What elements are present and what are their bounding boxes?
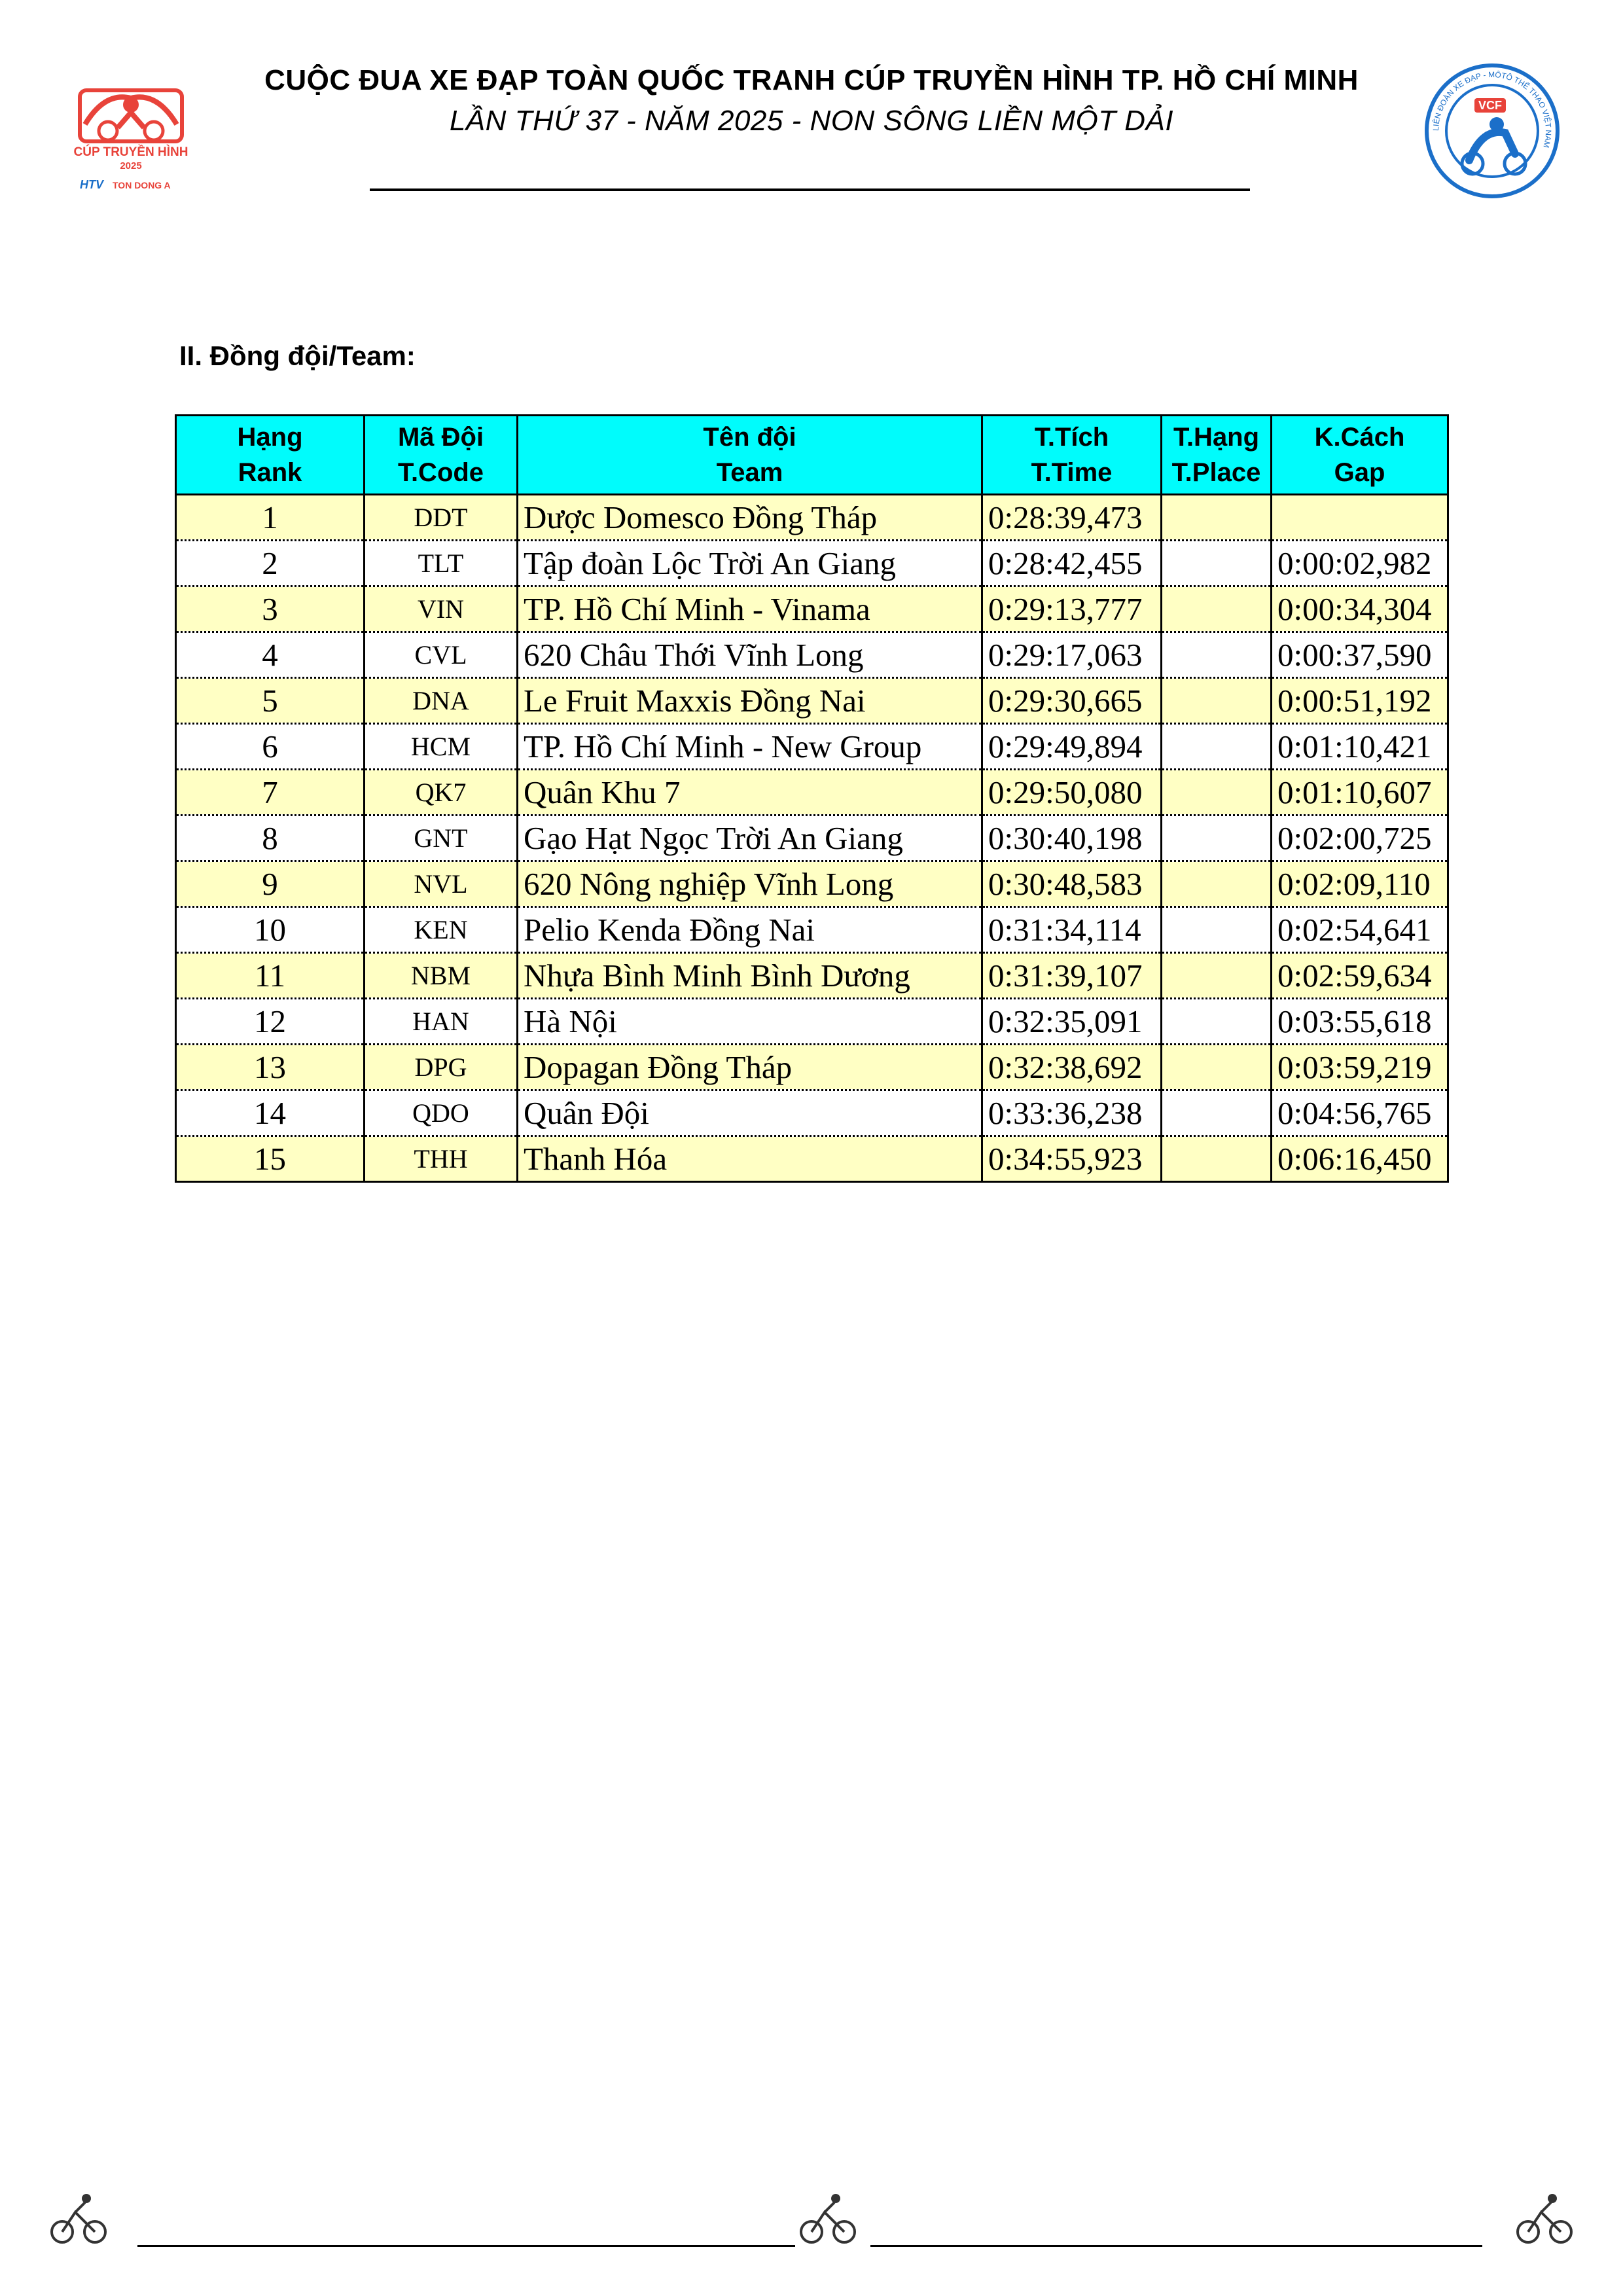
team-name-cell: Quân Khu 7 (518, 770, 982, 816)
team-name-cell: 620 Châu Thới Vĩnh Long (518, 632, 982, 678)
gap-cell: 0:04:56,765 (1272, 1090, 1448, 1136)
rank-cell: 7 (176, 770, 365, 816)
total-time-cell: 0:34:55,923 (982, 1136, 1162, 1182)
team-code-cell: DDT (365, 495, 518, 541)
place-cell (1162, 495, 1272, 541)
table-row (176, 724, 1448, 770)
gap-cell: 0:01:10,421 (1272, 724, 1448, 770)
table-row (176, 632, 1448, 678)
total-time-cell: 0:33:36,238 (982, 1090, 1162, 1136)
team-name-cell: TP. Hồ Chí Minh - New Group (518, 724, 982, 770)
team-code-cell: HAN (365, 999, 518, 1045)
gap-cell: 0:02:59,634 (1272, 953, 1448, 999)
table-row (176, 678, 1448, 724)
cyclist-footer-icon (1512, 2189, 1577, 2248)
place-cell (1162, 770, 1272, 816)
rank-cell: 2 (176, 541, 365, 586)
team-results-table (175, 414, 1449, 1183)
team-code-cell: QK7 (365, 770, 518, 816)
total-time-cell: 0:30:48,583 (982, 861, 1162, 907)
table-row (176, 999, 1448, 1045)
team-name-cell: Nhựa Bình Minh Bình Dương (518, 953, 982, 999)
team-code-cell: NVL (365, 861, 518, 907)
table-row (176, 861, 1448, 907)
svg-text:TON DONG A: TON DONG A (113, 180, 171, 190)
gap-cell: 0:03:55,618 (1272, 999, 1448, 1045)
col-header-rank: Hạng Rank (176, 416, 365, 495)
table-row (176, 770, 1448, 816)
team-code-cell: CVL (365, 632, 518, 678)
svg-text:2025: 2025 (120, 160, 142, 171)
col-header-team: Tên đội Team (518, 416, 982, 495)
gap-cell: 0:03:59,219 (1272, 1045, 1448, 1090)
svg-text:CÚP TRUYỀN HÌNH: CÚP TRUYỀN HÌNH (73, 145, 188, 159)
footer-rule-left (137, 2245, 795, 2247)
section-title: II. Đồng đội/Team: (179, 340, 416, 371)
gap-cell: 0:00:51,192 (1272, 678, 1448, 724)
total-time-cell: 0:32:35,091 (982, 999, 1162, 1045)
gap-cell: 0:00:34,304 (1272, 586, 1448, 632)
table-row (176, 495, 1448, 541)
place-cell (1162, 1136, 1272, 1182)
col-header-gap: K.Cách Gap (1272, 416, 1448, 495)
table-header-row (176, 416, 1448, 495)
total-time-cell: 0:29:13,777 (982, 586, 1162, 632)
team-name-cell: Pelio Kenda Đồng Nai (518, 907, 982, 953)
total-time-cell: 0:29:17,063 (982, 632, 1162, 678)
race-subtitle: LẦN THỨ 37 - NĂM 2025 - NON SÔNG LIỀN MỘT DẢI (449, 105, 1174, 137)
rank-cell: 13 (176, 1045, 365, 1090)
col-header-code: Mã Đội T.Code (365, 416, 518, 495)
col-header-place: T.Hạng T.Place (1162, 416, 1272, 495)
team-code-cell: DNA (365, 678, 518, 724)
place-cell (1162, 1090, 1272, 1136)
table-row (176, 1090, 1448, 1136)
place-cell (1162, 861, 1272, 907)
place-cell (1162, 953, 1272, 999)
rank-cell: 4 (176, 632, 365, 678)
svg-text:HTV: HTV (80, 178, 103, 191)
team-code-cell: DPG (365, 1045, 518, 1090)
total-time-cell: 0:28:42,455 (982, 541, 1162, 586)
place-cell (1162, 816, 1272, 861)
table-row (176, 1045, 1448, 1090)
header-rule (370, 188, 1250, 191)
gap-cell: 0:02:54,641 (1272, 907, 1448, 953)
svg-text:LIÊN ĐOÀN XE ĐẠP - MÔTÔ THỂ TH: LIÊN ĐOÀN XE ĐẠP - MÔTÔ THỂ THAO VIỆT NAM (1431, 69, 1554, 149)
place-cell (1162, 632, 1272, 678)
rank-cell: 12 (176, 999, 365, 1045)
gap-cell: 0:00:02,982 (1272, 541, 1448, 586)
gap-cell: 0:01:10,607 (1272, 770, 1448, 816)
table-row (176, 586, 1448, 632)
cyclist-footer-icon (795, 2189, 861, 2248)
total-time-cell: 0:29:30,665 (982, 678, 1162, 724)
rank-cell: 3 (176, 586, 365, 632)
gap-cell (1272, 495, 1448, 541)
table-row (176, 816, 1448, 861)
team-code-cell: NBM (365, 953, 518, 999)
team-code-cell: KEN (365, 907, 518, 953)
gap-cell: 0:06:16,450 (1272, 1136, 1448, 1182)
total-time-cell: 0:31:34,114 (982, 907, 1162, 953)
total-time-cell: 0:29:50,080 (982, 770, 1162, 816)
place-cell (1162, 999, 1272, 1045)
team-code-cell: VIN (365, 586, 518, 632)
total-time-cell: 0:30:40,198 (982, 816, 1162, 861)
total-time-cell: 0:28:39,473 (982, 495, 1162, 541)
team-name-cell: Gạo Hạt Ngọc Trời An Giang (518, 816, 982, 861)
team-name-cell: Tập đoàn Lộc Trời An Giang (518, 541, 982, 586)
rank-cell: 5 (176, 678, 365, 724)
place-cell (1162, 907, 1272, 953)
race-title: CUỘC ĐUA XE ĐẠP TOÀN QUỐC TRANH CÚP TRUYỀN HÌNH TP. HỒ CHÍ MINH (264, 64, 1359, 96)
rank-cell: 14 (176, 1090, 365, 1136)
team-code-cell: TLT (365, 541, 518, 586)
team-name-cell: Hà Nội (518, 999, 982, 1045)
team-code-cell: THH (365, 1136, 518, 1182)
footer-rule-right (870, 2245, 1482, 2247)
place-cell (1162, 1045, 1272, 1090)
team-code-cell: QDO (365, 1090, 518, 1136)
col-header-time: T.Tích T.Time (982, 416, 1162, 495)
gap-cell: 0:02:09,110 (1272, 861, 1448, 907)
gap-cell: 0:00:37,590 (1272, 632, 1448, 678)
table-row (176, 541, 1448, 586)
place-cell (1162, 586, 1272, 632)
place-cell (1162, 541, 1272, 586)
team-name-cell: 620 Nông nghiệp Vĩnh Long (518, 861, 982, 907)
rank-cell: 10 (176, 907, 365, 953)
team-name-cell: TP. Hồ Chí Minh - Vinama (518, 586, 982, 632)
rank-cell: 8 (176, 816, 365, 861)
team-name-cell: Dopagan Đồng Tháp (518, 1045, 982, 1090)
total-time-cell: 0:29:49,894 (982, 724, 1162, 770)
table-row (176, 953, 1448, 999)
total-time-cell: 0:31:39,107 (982, 953, 1162, 999)
total-time-cell: 0:32:38,692 (982, 1045, 1162, 1090)
place-cell (1162, 724, 1272, 770)
rank-cell: 1 (176, 495, 365, 541)
table-row (176, 1136, 1448, 1182)
team-name-cell: Le Fruit Maxxis Đồng Nai (518, 678, 982, 724)
team-name-cell: Dược Domesco Đồng Tháp (518, 495, 982, 541)
team-code-cell: HCM (365, 724, 518, 770)
rank-cell: 11 (176, 953, 365, 999)
team-name-cell: Thanh Hóa (518, 1136, 982, 1182)
svg-text:VCF: VCF (1478, 99, 1502, 112)
rank-cell: 6 (176, 724, 365, 770)
table-row (176, 907, 1448, 953)
rank-cell: 9 (176, 861, 365, 907)
cyclist-footer-icon (46, 2189, 111, 2248)
cup-truyen-hinh-logo (65, 79, 196, 196)
place-cell (1162, 678, 1272, 724)
rank-cell: 15 (176, 1136, 365, 1182)
team-name-cell: Quân Đội (518, 1090, 982, 1136)
gap-cell: 0:02:00,725 (1272, 816, 1448, 861)
vcf-logo (1423, 62, 1561, 200)
team-code-cell: GNT (365, 816, 518, 861)
